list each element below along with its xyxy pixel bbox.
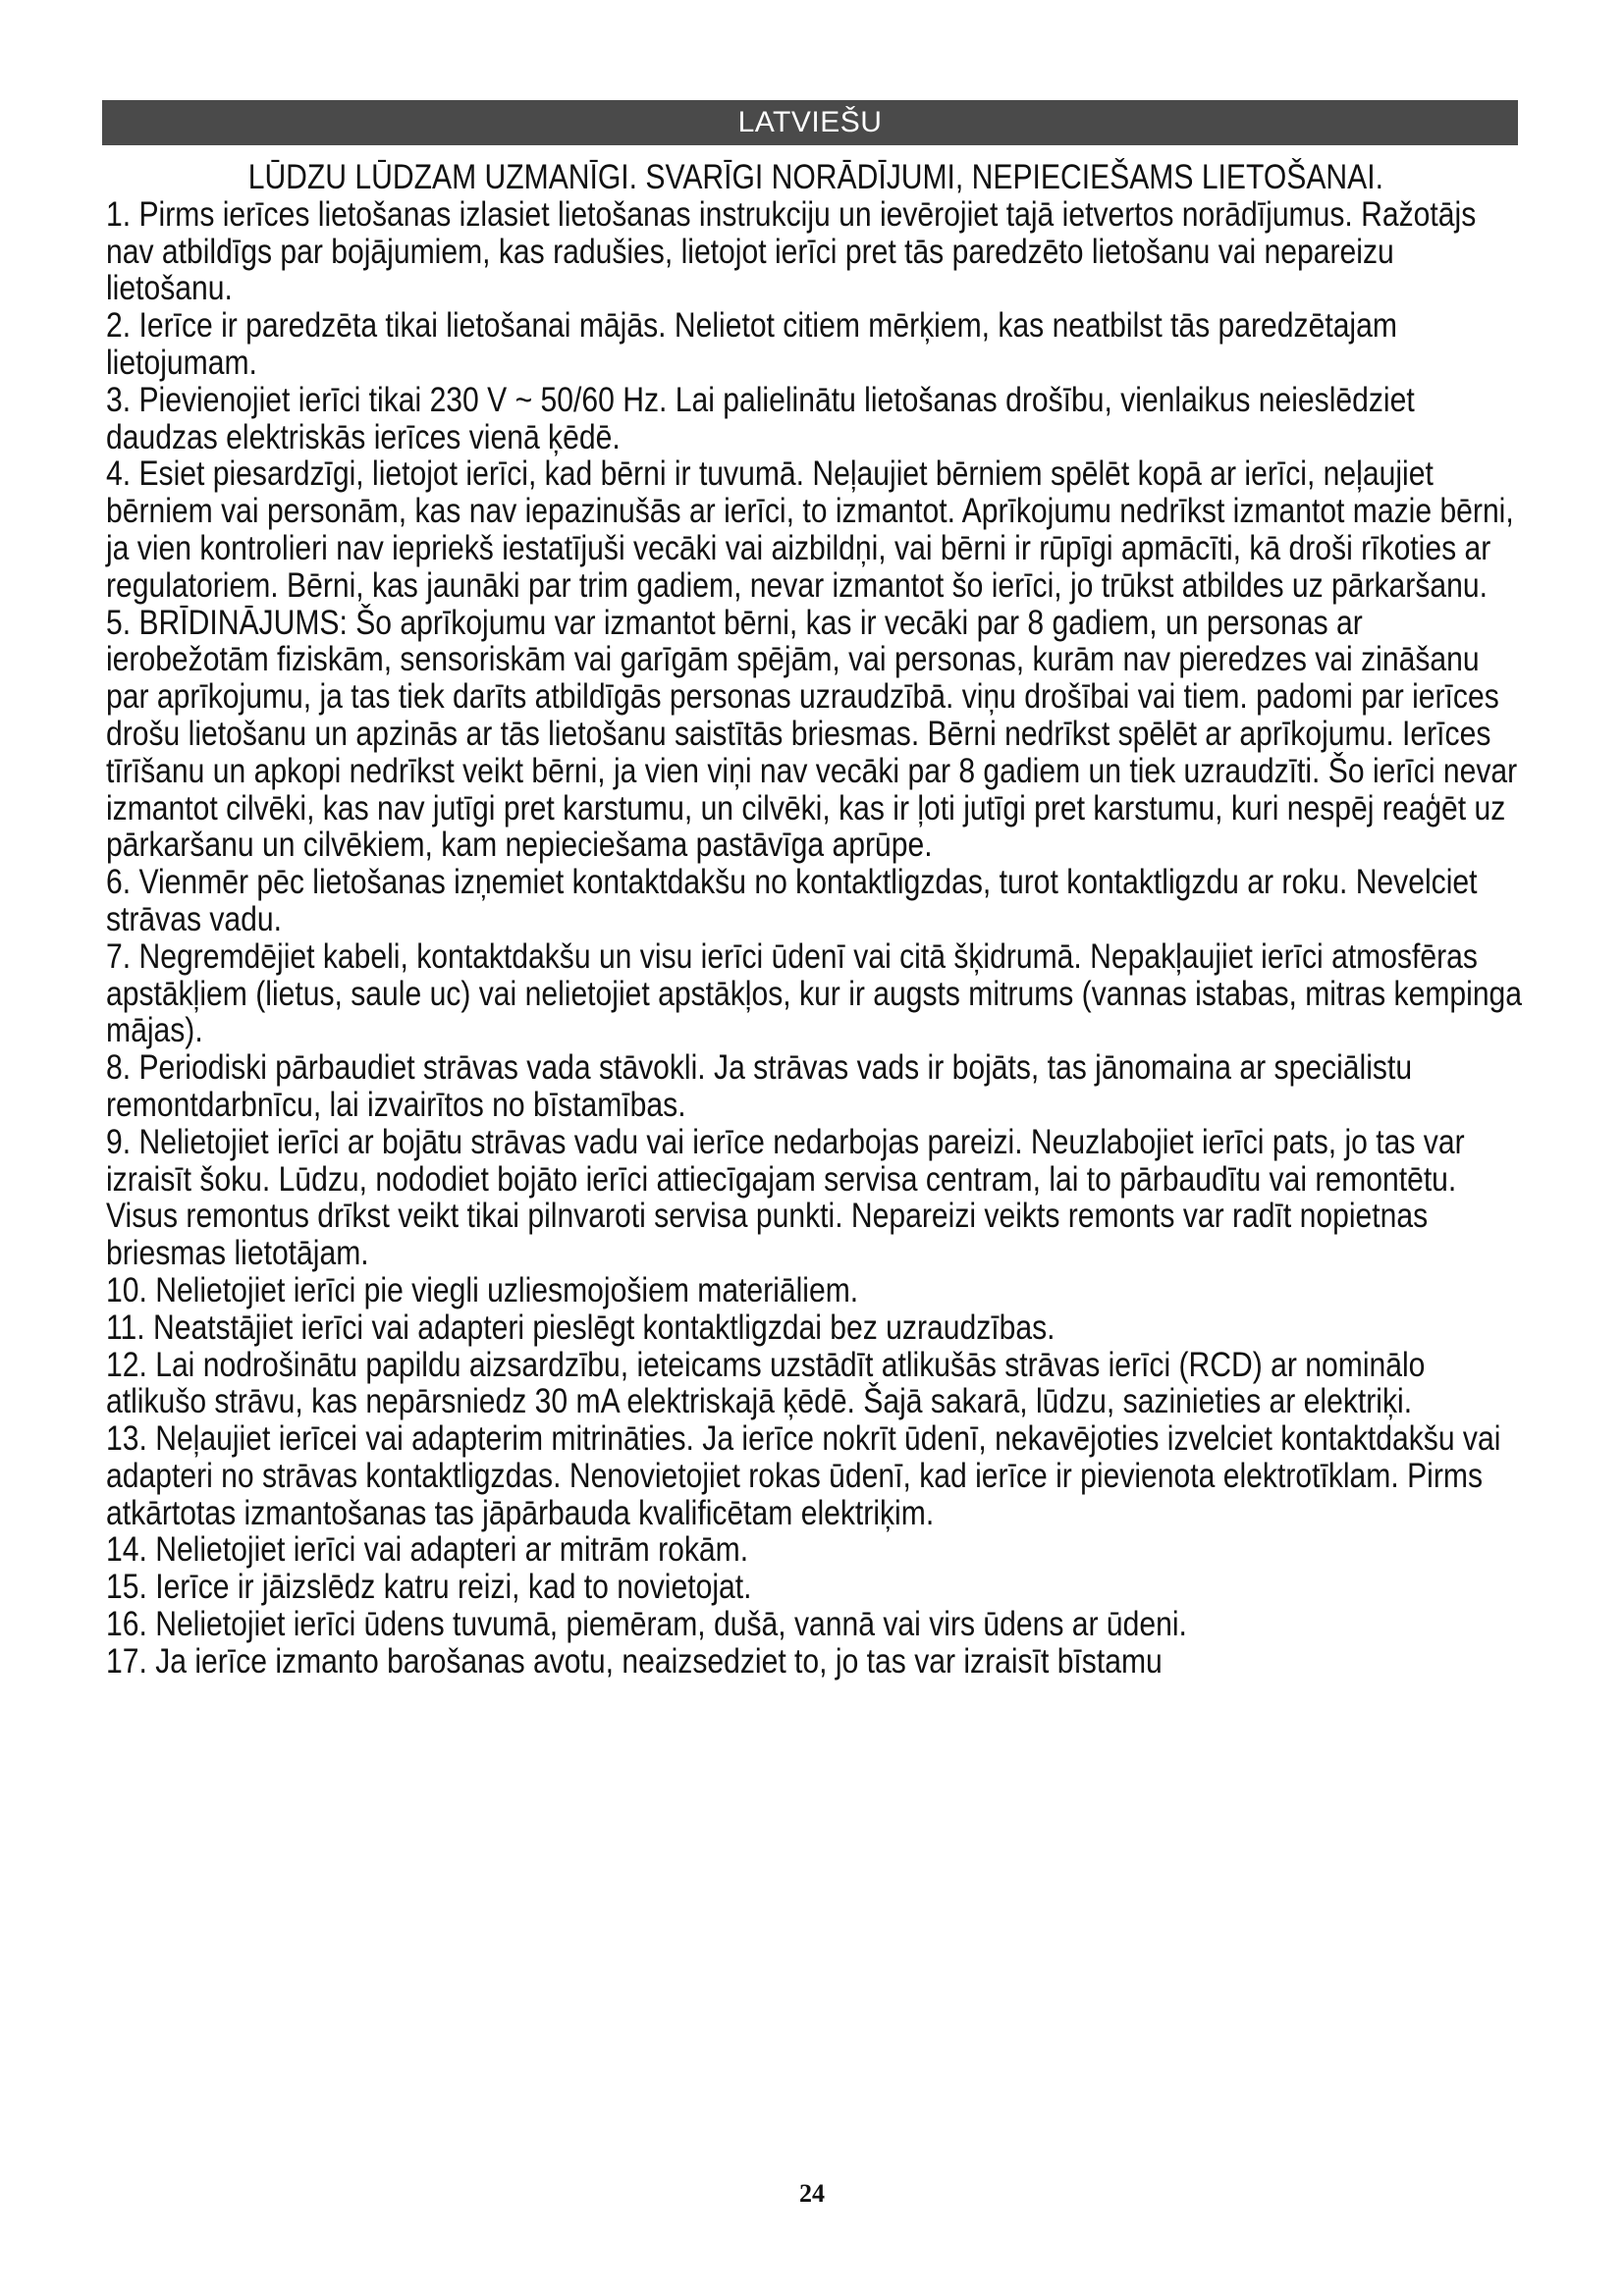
instruction-item-12: 12. Lai nodrošinātu papildu aizsardzību, ieteicams uzstādīt atlikušās strāvas ierīci (RCD) ar nominālo atlikušo strāvu, kas nepārsniedz 30 mA elektriskajā ķēdē. Šajā sakarā, lūdzu, sazinieties ar elektriķi. [106,1345,1426,1421]
page-number: 24 [799,2179,825,2208]
instruction-item-13: 13. Neļaujiet ierīcei vai adapterim mitrināties. Ja ierīce nokrīt ūdenī, nekavējoties izvelciet kontaktdakšu vai adapteri no strāvas kontaktligzdas. Nenovietojiet rokas ūdenī, kad ierīce ir pievienota elektrotīklam. Pirms atkārtotas izmantošanas tas jāpārbauda kvalificētam elektriķim. [106,1419,1501,1532]
instruction-item-10: 10. Nelietojiet ierīci pie viegli uzliesmojošiem materiāliem. [106,1270,859,1309]
instruction-item-6: 6. Vienmēr pēc lietošanas izņemiet kontaktdakšu no kontaktligzdas, turot kontaktligzdu ar roku. Nevelciet strāvas vadu. [106,863,1478,938]
instruction-item-15: 15. Ierīce ir jāizslēdz katru reizi, kad to novietojat. [106,1568,752,1607]
instruction-item-14: 14. Nelietojiet ierīci vai adapteri ar mitrām rokām. [106,1530,749,1570]
instruction-item-2: 2. Ierīce ir paredzēta tikai lietošanai mājās. Nelietot citiem mērķiem, kas neatbilst tās paredzētajam lietojumam. [106,306,1397,382]
instruction-item-1: 1. Pirms ierīces lietošanas izlasiet lietošanas instrukciju un ievērojiet tajā ietvertos norādījumus. Ražotājs nav atbildīgs par bojājumiem, kas radušies, lietojot ierīci pret tās paredzēto lietošanu vai nepareizu lietošanu. [106,194,1477,308]
instruction-item-8: 8. Periodiski pārbaudiet strāvas vada stāvokli. Ja strāvas vads ir bojāts, tas jānomaina ar speciālistu remontdarbnīcu, lai izvairītos no bīstamības. [106,1048,1413,1124]
section-headline: LŪDZU LŪDZAM UZMANĪGI. SVARĪGI NORĀDĪJUMI, NEPIECIEŠAMS LIETOŠANAI. [247,158,1383,196]
instruction-item-9: 9. Nelietojiet ierīci ar bojātu strāvas vadu vai ierīce nedarbojas pareizi. Neuzlabojiet ierīci pats, jo tas var izraisīt šoku. Lūdzu, nododiet bojāto ierīci attiecīgajam servisa centram, lai to pārbaudītu vai remontētu. Visus remontus drīkst veikt tikai pilnvaroti servisa punkti. Nepareizi veikts remonts var radīt nopietnas briesmas lietotājam. [106,1122,1465,1273]
instruction-item-3: 3. Pievienojiet ierīci tikai 230 V ~ 50/60 Hz. Lai palielinātu lietošanas drošību, vienlaikus neieslēdziet daudzas elektriskās ierīces vienā ķēdē. [106,380,1415,456]
instruction-item-16: 16. Nelietojiet ierīci ūdens tuvumā, piemēram, dušā, vannā vai virs ūdens ar ūdeni. [106,1605,1187,1644]
language-header-bar: LATVIEŠU [102,100,1518,145]
instruction-item-11: 11. Neatstājiet ierīci vai adapteri pieslēgt kontaktligzdai bez uzraudzības. [106,1308,1056,1347]
instruction-item-17: 17. Ja ierīce izmanto barošanas avotu, neaizsedziet to, jo tas var izraisīt bīstamu [106,1641,1163,1681]
safety-instructions [106,159,1526,1681]
instruction-item-7: 7. Negremdējiet kabeli, kontaktdakšu un visu ierīci ūdenī vai citā šķidrumā. Nepakļaujiet ierīci atmosfēras apstākļiem (lietus, saule uc) vai nelietojiet apstākļos, kur ir augsts mitrums (vannas istabas, mitras kempinga mājas). [106,936,1523,1050]
instruction-item-4: 4. Esiet piesardzīgi, lietojot ierīci, kad bērni ir tuvumā. Neļaujiet bērniem spēlēt kopā ar ierīci, neļaujiet bērniem vai personām, kas nav iepazinušās ar ierīci, to izmantot. Aprīkojumu nedrīkst izmantot mazie bērni, ja vien kontrolieri nav iepriekš iestatījuši vecāki vai aizbildņi, vai bērni ir rūpīgi apmācīti, kā droši rīkoties ar regulatoriem. Bērni, kas jaunāki par trim gadiem, nevar izmantot šo ierīci, jo trūkst atbildes uz pārkaršanu. [106,454,1514,605]
instruction-item-5: 5. BRĪDINĀJUMS: Šo aprīkojumu var izmantot bērni, kas ir vecāki par 8 gadiem, un personas ar ierobežotām fiziskām, sensoriskām vai garīgām spējām, vai personas, kurām nav pieredzes vai zināšanu par aprīkojumu, ja tas tiek darīts atbildīgās personas uzraudzībā. viņu drošībai vai tiem. padomi par ierīces drošu lietošanu un apzinās ar tās lietošanu saistītās briesmas. Bērni nedrīkst spēlēt ar aprīkojumu. Ierīces tīrīšanu un apkopi nedrīkst veikt bērni, ja vien viņi nav vecāki par 8 gadiem un tiek uzraudzīti. Šo ierīci nevar izmantot cilvēki, kas nav jutīgi pret karstumu, un cilvēki, kas ir ļoti jutīgi pret karstumu, kuri nespēj reaģēt uz pārkaršanu un cilvēkiem, kam nepieciešama pastāvīga aprūpe. [106,603,1518,865]
